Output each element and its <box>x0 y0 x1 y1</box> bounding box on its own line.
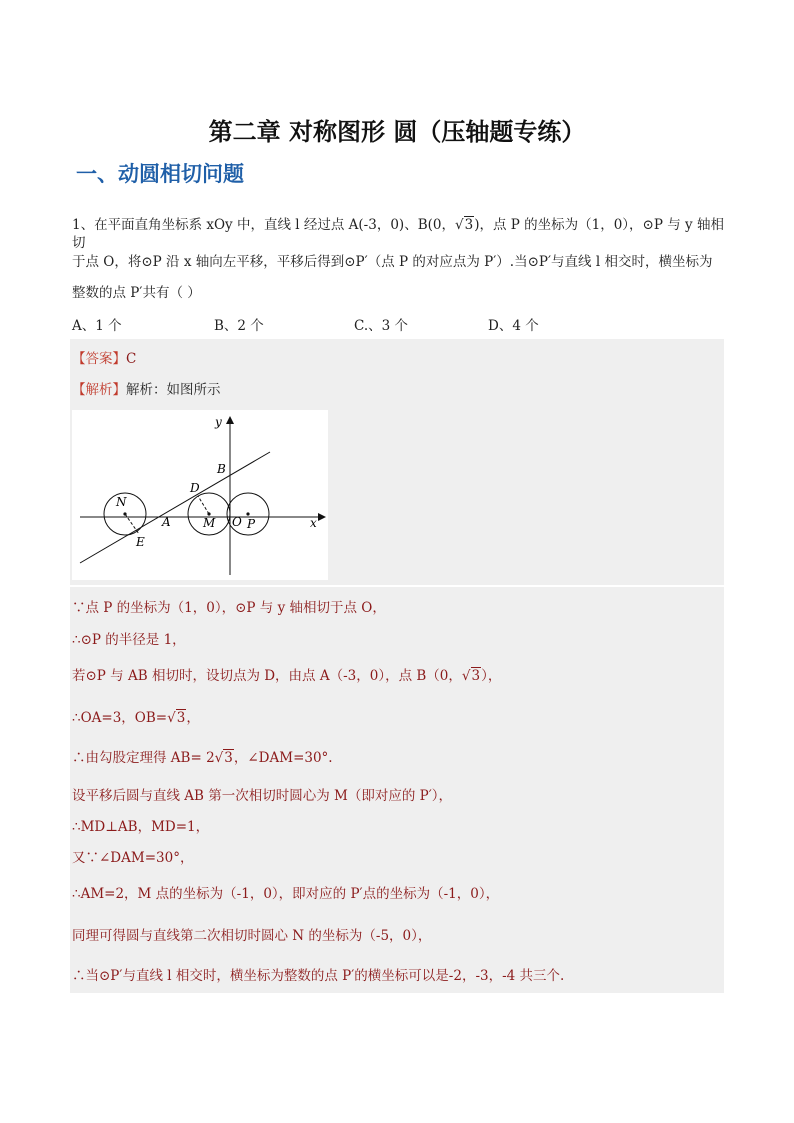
solution-line-11: ∴当⊙P′与直线 l 相交时，横坐标为整数的点 P′的横坐标可以是-2，-3，-4 共三个. <box>72 968 565 984</box>
solution-line-9: ∴AM=2，M 点的坐标为（-1，0），即对应的 P′点的坐标为（-1，0）， <box>72 886 500 902</box>
label-e: E <box>136 535 145 549</box>
y-axis-arrow <box>226 416 234 424</box>
solution-line-7: ∴MD⊥AB，MD=1， <box>72 819 210 835</box>
point-n <box>123 512 126 515</box>
analysis-tag: 【解析】 <box>72 382 126 398</box>
x-axis-arrow <box>318 513 326 521</box>
line-ab <box>80 452 270 563</box>
question-line-1 <box>72 216 724 252</box>
option-b: B、2 个 <box>214 318 264 334</box>
solution-line-1: ∵点 P 的坐标为（1，0），⊙P 与 y 轴相切于点 O， <box>72 600 386 616</box>
solution-line-3: 若⊙P 与 AB 相切时，设切点为 D，由点 A（-3，0），点 B（0，√3）， <box>72 668 502 684</box>
analysis-text: 解析：如图所示 <box>126 382 221 398</box>
sqrt-expression: √3 <box>214 750 233 766</box>
solution-line-4: ∴OA=3，OB=√3， <box>72 710 200 726</box>
section-heading: 一、动圆相切问题 <box>76 162 244 186</box>
answer-line <box>72 347 136 367</box>
option-a: A、1 个 <box>72 318 122 334</box>
question-text-1a: 1、在平面直角坐标系 xOy 中，直线 l 经过点 A(-3，0)、B(0， <box>72 217 455 233</box>
solution-line-8: 又∵∠DAM=30°， <box>72 850 194 866</box>
point-p <box>246 512 249 515</box>
label-d: D <box>190 481 200 495</box>
sqrt-expression: √3 <box>167 710 186 726</box>
options-row <box>72 314 724 332</box>
question-line-3: 整数的点 P′共有（ ） <box>72 285 201 301</box>
label-n: N <box>116 495 127 509</box>
label-y: y <box>215 415 222 429</box>
sqrt-expression: √3 <box>461 668 481 684</box>
solution-line-6: 设平移后圆与直线 AB 第一次相切时圆心为 M（即对应的 P′）， <box>72 788 453 804</box>
solution-line-5: ∴由勾股定理得 AB= 2√3，∠DAM=30°. <box>72 750 333 766</box>
option-c: C.、3 个 <box>354 318 409 334</box>
radius-md <box>198 496 209 514</box>
solution-line-2: ∴⊙P 的半径是 1， <box>72 632 186 648</box>
answer-value: C <box>126 351 137 367</box>
label-x: x <box>310 516 317 530</box>
label-b: B <box>217 462 226 476</box>
analysis-line <box>72 378 221 398</box>
label-o: O <box>232 515 242 529</box>
option-d: D、4 个 <box>488 318 539 334</box>
label-a: A <box>162 515 171 529</box>
answer-tag: 【答案】 <box>72 351 126 367</box>
solution-line-10: 同理可得圆与直线第二次相切时圆心 N 的坐标为（-5，0）， <box>72 928 432 944</box>
question-line-2: 于点 O，将⊙P 沿 x 轴向左平移，平移后得到⊙P′（点 P 的对应点为 P′）.当⊙P′与直线 l 相交时，横坐标为 <box>72 254 713 270</box>
sqrt-expression: √3 <box>454 217 474 233</box>
label-p: P <box>247 517 256 531</box>
page-title: 第二章 对称图形 圆（压轴题专练） <box>208 118 586 146</box>
label-m: M <box>203 516 216 530</box>
geometry-figure <box>72 410 328 580</box>
question-text-1b: )，点 P 的坐标为（1，0），⊙P 与 y 轴相切 <box>72 217 724 251</box>
